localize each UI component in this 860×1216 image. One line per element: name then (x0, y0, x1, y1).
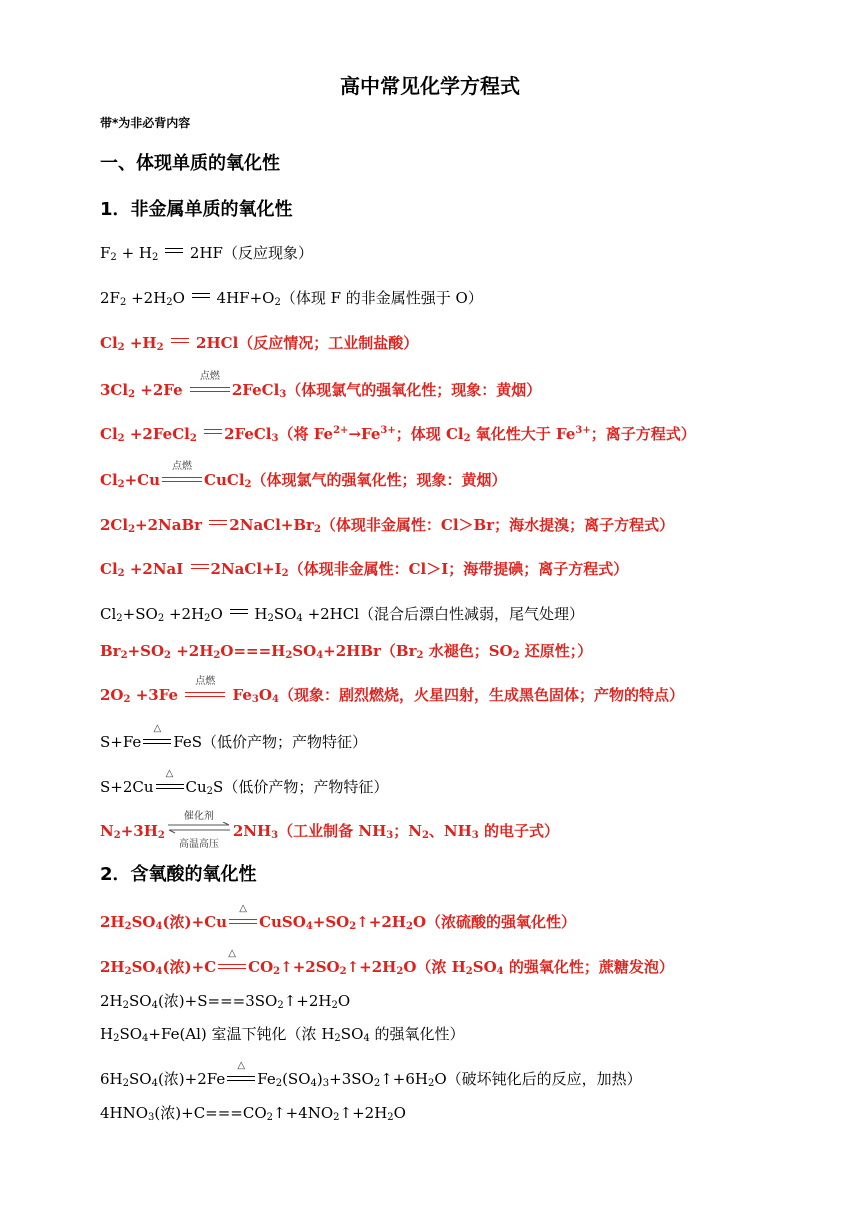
equation-line: $2H_2SO_4$(浓)+Cu △ $CuSO_4+SO_2↑+2H_2O$（浓硫酸的强氧化性） (100, 903, 577, 932)
note-text: 带*为非必背内容 (100, 116, 191, 130)
ignite-condition: 点燃 (183, 682, 227, 702)
equation-line: $2F_2 +2H_2O$ $4HF+O_2$（体现 F 的非金属性强于 O） (100, 285, 483, 313)
equals-sign (202, 421, 224, 441)
equation-line: $2O_2 +3Fe$ 点燃 $Fe_3O_4$（现象：剧烈燃烧，火星四射，生成黑色固体；产物的特点） (100, 676, 684, 705)
ignite-condition: 点燃 (188, 377, 232, 397)
equation-line: S+Fe △ FeS（低价产物；产物特征） (100, 723, 368, 751)
equation-line: $Cl_2+SO_2 +2H_2O$ $H_2SO_4 +2HCl$（混合后漂白性减弱，尾气处理） (100, 601, 584, 629)
equation-line: $2H_2SO_4$(浓)$+S===3SO_2↑+2H_2O$ (100, 992, 351, 1011)
equation-line: $Cl_2 +H_2$ 2HCl（反应情况；工业制盐酸） (100, 330, 418, 358)
equals-sign (228, 601, 250, 621)
equation-line: $6H_2SO_4$(浓)+2Fe △ $Fe_2(SO_4)_3+3SO_2↑+6H_2O$（破坏钝化后的反应，加热） (100, 1060, 642, 1089)
section-heading-1: 一、体现单质的氧化性 (100, 153, 280, 174)
equation-line: $3Cl_2 +2Fe$ 点燃 2FeCl$_3$（体现氯气的强氧化性；现象：黄烟） (100, 371, 542, 400)
reversible-arrow: 催化剂 高温高压 (165, 818, 233, 838)
equation-line: $Cl_2 +2NaI$ $2NaCl+I_2$（体现非金属性：Cl＞I；海带提碘；离子方程式） (100, 556, 628, 584)
equation-line: $2Cl_2+2NaBr$ $2NaCl+Br_2$（体现非金属性：Cl＞Br；海水提溴；离子方程式） (100, 512, 674, 540)
heat-condition: △ (225, 1066, 257, 1086)
heat-condition: △ (216, 954, 248, 974)
equation-line: $4HNO_3$(浓)$+C===CO_2↑+4NO_2↑+2H_2O$ (100, 1104, 406, 1123)
equation-line: $N_2+3H_2$ 催化剂 高温高压 $2NH_3$（工业制备 $NH_3$；$N_2$、$NH_3$ 的电子式） (100, 811, 559, 850)
equation-line: S+2Cu △ $Cu_2S$（低价产物；产物特征） (100, 768, 389, 797)
equals-sign (163, 240, 185, 260)
equals-sign (169, 330, 191, 350)
equals-sign (189, 556, 211, 576)
ignite-condition: 点燃 (160, 467, 204, 487)
equation-line: $2H_2SO_4$(浓)+C △ $CO_2↑+2SO_2↑+2H_2O$（浓 $H_2SO_4$ 的强氧化性；蔗糖发泡） (100, 948, 674, 977)
heat-condition: △ (227, 909, 259, 929)
equation-line: $F_2 + H_2$ 2HF（反应现象） (100, 240, 313, 268)
subsection-heading-2: 2．含氧酸的氧化性 (100, 864, 257, 885)
equals-sign (190, 285, 212, 305)
equation-line: $Br_2+SO_2 +2H_2O===H_2SO_4+2HBr(Br_2$ 水褪色；$SO_2$ 还原性；） (100, 642, 593, 661)
heat-condition: △ (141, 729, 173, 749)
equals-sign (207, 512, 229, 532)
equation-line: $Cl_2$ +2FeCl$_2$ 2FeCl$_3$（将 $Fe^{2+}\to Fe^{3+}$；体现 $Cl_2$ 氧化性大于 $Fe^{3+}$；离子方程式） (100, 421, 696, 449)
subsection-heading-1: 1．非金属单质的氧化性 (100, 199, 293, 220)
heat-condition: △ (154, 774, 186, 794)
document-title: 高中常见化学方程式 (340, 74, 520, 98)
reversible-arrow-icon (165, 822, 233, 834)
equation-line: $H_2SO_4+Fe(Al)$ 室温下钝化（浓 $H_2SO_4$ 的强氧化性） (100, 1025, 465, 1044)
equation-line: $Cl_2+Cu$ 点燃 CuCl$_2$（体现氯气的强氧化性；现象：黄烟） (100, 461, 507, 490)
